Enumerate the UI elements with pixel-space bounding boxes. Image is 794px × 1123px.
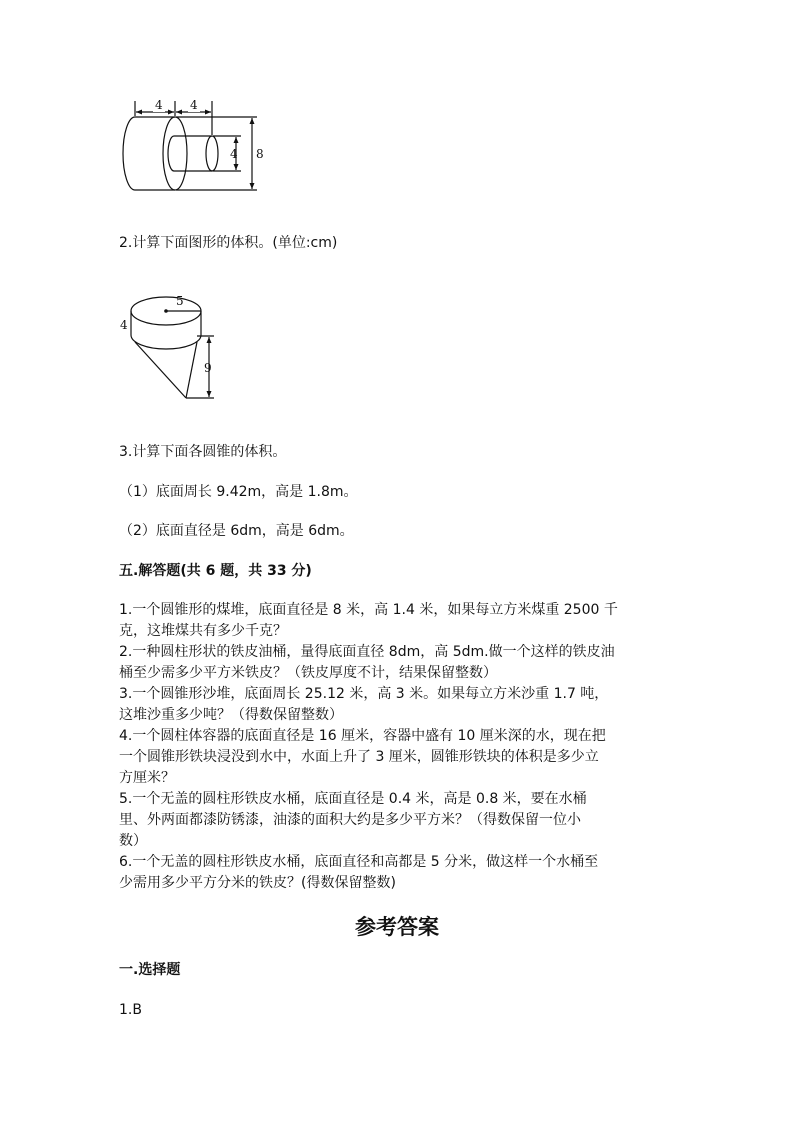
problem-4-line-1: 4.一个圆柱体容器的底面直径是 16 厘米，容器中盛有 10 厘米深的水，现在把 [119,728,606,744]
problem-3-line-1: 3.一个圆锥形沙堆，底面周长 25.12 米，高 3 米。如果每立方米沙重 1.7 吨， [119,686,609,702]
dim-label-outer-height: 8 [256,147,264,161]
question-3-item-1: （1）底面周长 9.42m，高是 1.8m。 [119,484,358,500]
answer-section-title: 参考答案 [355,914,439,939]
dim-label-top-right: 4 [190,98,198,112]
figure-cylinder-cone [0,0,794,420]
radius-label: 5 [176,294,184,308]
cone-right-side [186,342,197,398]
answer-section-heading: 一.选择题 [119,962,181,978]
problem-5-line-3: 数） [119,833,147,849]
cylinder-height-label: 4 [120,318,128,332]
dim-label-top-left: 4 [155,98,163,112]
cone-left-side [135,342,186,398]
problem-2-line-1: 2.一种圆柱形状的铁皮油桶，量得底面直径 8dm，高 5dm.做一个这样的铁皮油 [119,644,615,660]
problem-list [119,600,618,894]
cylinder-bottom-arc [131,335,201,349]
question-2-text: 2.计算下面图形的体积。(单位:cm) [119,235,338,251]
dim-label-inner-height: 4 [230,147,238,161]
problem-6-line-1: 6.一个无盖的圆柱形铁皮水桶，底面直径和高都是 5 分米，做这样一个水桶至 [119,854,599,870]
problem-4-line-3: 方厘米？ [119,770,175,786]
problem-5-line-1: 5.一个无盖的圆柱形铁皮水桶，底面直径是 0.4 米，高是 0.8 米，要在水桶 [119,791,587,807]
answer-1: 1.B [119,1002,142,1018]
cone-height-label: 9 [204,361,212,375]
problem-3-line-2: 这堆沙重多少吨？（得数保留整数） [119,707,343,723]
question-3-text: 3.计算下面各圆锥的体积。 [119,444,287,460]
problem-1-line-1: 1.一个圆锥形的煤堆，底面直径是 8 米，高 1.4 米，如果每立方米煤重 2500 千 [119,602,618,618]
problem-2-line-2: 桶至少需多少平方米铁皮？（铁皮厚度不计，结果保留整数） [119,665,497,681]
problem-5-line-2: 里、外两面都漆防锈漆，油漆的面积大约是多少平方米？（得数保留一位小 [119,812,581,828]
section-5-heading: 五.解答题(共 6 题，共 33 分) [119,563,312,579]
problem-1-line-2: 克，这堆煤共有多少千克？ [119,623,287,639]
problem-6-line-2: 少需用多少平方分米的铁皮？(得数保留整数) [119,875,396,891]
question-3-item-2: （2）底面直径是 6dm，高是 6dm。 [119,523,354,539]
problem-4-line-2: 一个圆锥形铁块浸没到水中，水面上升了 3 厘米，圆锥形铁块的体积是多少立 [119,749,599,765]
